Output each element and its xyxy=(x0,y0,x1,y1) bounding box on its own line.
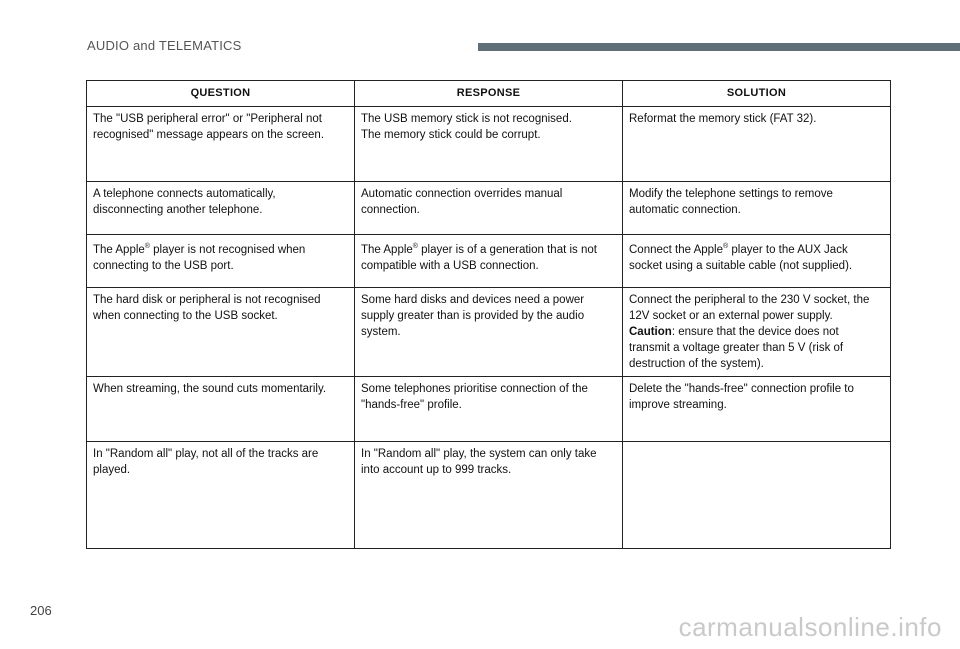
caution-label: Caution xyxy=(629,326,672,338)
column-header-response: RESPONSE xyxy=(355,81,623,107)
registered-mark: ® xyxy=(723,243,729,250)
cell-line: The "USB peripheral error" or "Peripheral not xyxy=(93,113,322,125)
question-cell xyxy=(87,107,355,182)
cell-line: destruction of the system). xyxy=(629,358,764,370)
solution-cell xyxy=(623,235,891,288)
cell-line: In "Random all" play, not all of the tracks are xyxy=(93,448,319,460)
registered-mark: ® xyxy=(412,243,418,250)
registered-mark: ® xyxy=(144,243,150,250)
table-row xyxy=(87,288,891,377)
cell-line: Delete the "hands-free" connection profile to xyxy=(629,383,854,395)
column-header-question: QUESTION xyxy=(87,81,355,107)
cell-line: transmit a voltage greater than 5 V (risk of xyxy=(629,342,844,354)
table-row xyxy=(87,235,891,288)
response-cell xyxy=(355,288,623,377)
cell-line: 12V socket or an external power supply. xyxy=(629,310,833,322)
response-cell xyxy=(355,235,623,288)
cell-line: The hard disk or peripheral is not recognised xyxy=(93,294,321,306)
question-cell xyxy=(87,377,355,442)
text-run: player is of a generation that is not xyxy=(417,243,597,256)
text-run: player is not recognised when xyxy=(149,243,306,256)
cell-line: recognised" message appears on the screen. xyxy=(93,129,325,141)
response-cell xyxy=(355,182,623,235)
table-row xyxy=(87,107,891,182)
solution-cell xyxy=(623,442,891,549)
solution-cell xyxy=(623,377,891,442)
question-cell xyxy=(87,182,355,235)
cell-line xyxy=(93,239,348,258)
cell-line: Automatic connection overrides manual xyxy=(361,188,563,200)
cell-line: The USB memory stick is not recognised. xyxy=(361,113,572,125)
cell-line: when connecting to the USB socket. xyxy=(93,310,278,322)
cell-line: A telephone connects automatically, xyxy=(93,188,276,200)
cell-line: The memory stick could be corrupt. xyxy=(361,129,541,141)
cell-line: When streaming, the sound cuts momentarily. xyxy=(93,383,327,395)
cell-line: "hands-free" profile. xyxy=(361,399,462,411)
table-row xyxy=(87,377,891,442)
cell-line: connection. xyxy=(361,204,420,216)
text-run: Connect the Apple xyxy=(629,243,723,256)
response-cell xyxy=(355,442,623,549)
cell-line: Some hard disks and devices need a power xyxy=(361,294,585,306)
cell-line: system. xyxy=(361,326,401,338)
troubleshooting-table xyxy=(86,80,891,549)
table-row xyxy=(87,182,891,235)
cell-line xyxy=(361,239,616,258)
text-run: : ensure that the device does not xyxy=(671,326,839,338)
cell-line: automatic connection. xyxy=(629,204,741,216)
section-title: AUDIO and TELEMATICS xyxy=(87,38,242,53)
cell-line xyxy=(629,239,884,258)
cell-line: Some telephones prioritise connection of the xyxy=(361,383,588,395)
cell-line: compatible with a USB connection. xyxy=(361,259,539,272)
solution-cell xyxy=(623,288,891,377)
text-run: The Apple xyxy=(93,243,145,256)
page-number: 206 xyxy=(30,603,52,618)
header-accent-bar xyxy=(478,43,960,51)
cell-line: In "Random all" play, the system can only take xyxy=(361,448,597,460)
response-cell xyxy=(355,107,623,182)
cell-line: Modify the telephone settings to remove xyxy=(629,188,833,200)
text-run: The Apple xyxy=(361,243,413,256)
cell-line: improve streaming. xyxy=(629,399,727,411)
response-cell xyxy=(355,377,623,442)
cell-line: into account up to 999 tracks. xyxy=(361,464,512,476)
question-cell xyxy=(87,288,355,377)
solution-cell xyxy=(623,107,891,182)
table-row xyxy=(87,442,891,549)
cell-line: disconnecting another telephone. xyxy=(93,204,263,216)
column-header-solution: SOLUTION xyxy=(623,81,891,107)
cell-line: supply greater than is provided by the audio xyxy=(361,310,585,322)
cell-line: Connect the peripheral to the 230 V socket, the xyxy=(629,294,870,306)
text-run: player to the AUX Jack xyxy=(728,243,848,256)
cell-line: socket using a suitable cable (not supplied). xyxy=(629,259,853,272)
watermark: carmanualsonline.info xyxy=(678,612,942,642)
question-cell xyxy=(87,442,355,549)
caution-line xyxy=(629,324,884,340)
table-header-row xyxy=(87,81,891,107)
question-cell xyxy=(87,235,355,288)
cell-line: connecting to the USB port. xyxy=(93,259,234,272)
solution-cell xyxy=(623,182,891,235)
cell-line: Reformat the memory stick (FAT 32). xyxy=(629,113,817,125)
cell-line: played. xyxy=(93,464,131,476)
